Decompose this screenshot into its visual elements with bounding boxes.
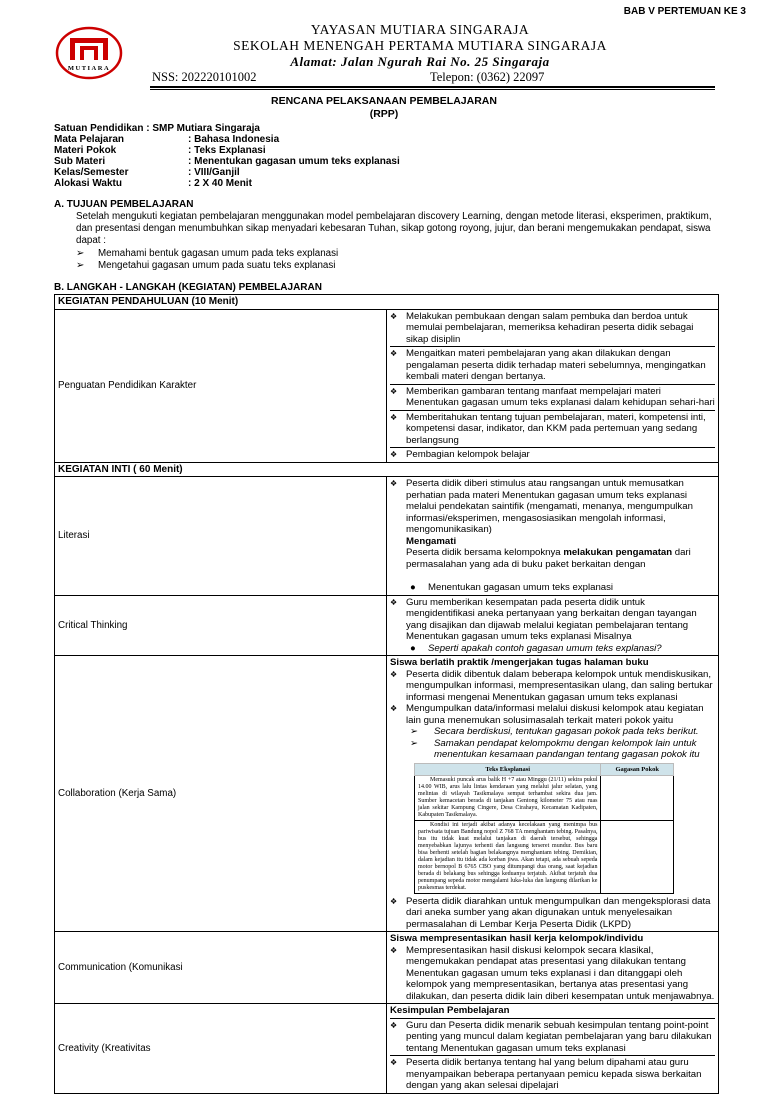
- school-logo: [54, 26, 124, 84]
- penguatan-label: Penguatan Pendidikan Karakter: [55, 309, 387, 462]
- critical-cell: [387, 595, 719, 656]
- identity-label: Sub Materi: [54, 156, 106, 167]
- literasi-cell: [387, 477, 719, 596]
- inner-paragraph: Memasuki puncak arus balik H +7 atau Minggu (21/11) sekira pukul 14.00 WIB, arus lalu lintas kendaraan yang melalui jalur selatan, yang melintas di wilayah Tasikmalaya sempat terhambat sekira dua jam. Sumber kemacetan berada di tanjakan Gentong kilometer 75 atau ruas jalan sekitar Kampung Cingere, Desa Cirahayu, Kecamatan Kadipaten, Kabupaten Tasikmalaya.: [415, 775, 601, 820]
- school-nss: NSS: 202220101002: [152, 70, 257, 84]
- list-item: ❖ Pembagian kelompok belajar: [390, 449, 530, 460]
- communication-title: Siswa mempresentasikan hasil kerja kelompok/individu: [390, 933, 644, 944]
- list-item: ❖ Mempresentasikan hasil diskusi kelompok secara klasikal, mengemukakan pendapat atas presentasi yang dilakukan tentang Menentukan gagasan umum teks explanasi i dan ditanggapi oleh kelompok yang mempresentasikan, bertanya atas presentasi yang dilakukan, dan peserta didik lain diberi kesempatan untuk menjawabnya.: [390, 944, 715, 1002]
- list-item: ➢ Secara berdiskusi, tentukan gagasan pokok pada teks berikut.: [410, 726, 699, 737]
- collab-cell: [387, 656, 719, 932]
- list-item: ❖ Memberikan gambaran tentang manfaat mempelajari materi Menentukan gagasan umum teks explanasi dalam kehidupan sehari-hari: [390, 385, 715, 411]
- critical-label: Critical Thinking: [55, 595, 387, 656]
- foundation-name: YAYASAN MUTIARA SINGARAJA: [310, 22, 530, 37]
- header-rule: [150, 86, 715, 88]
- identity-label: Kelas/Semester: [54, 167, 129, 178]
- list-item: ❖ Mengumpulkan data/informasi melalui diskusi kelompok atau kegiatan lain guna menemukan solusimasalah terkait materi pokok yaitu: [390, 703, 704, 726]
- identity-value: : 2 X 40 Menit: [188, 178, 252, 189]
- section-a-item: ➢ Memahami bentuk gagasan umum pada teks explanasi: [76, 248, 339, 259]
- list-item: ❖ Melakukan pembukaan dengan salam pembuka dan berdoa untuk memulai pembelajaran, memeriksa kehadiran peserta didik sebagai sikap disiplin: [390, 310, 715, 348]
- list-item: ❖ Peserta didik bertanya tentang hal yang belum dipahami atau guru menyampaikan beberapa pertanyaan pemicu kepada siswa berkaitan dengan yang akan selesai dipelajari: [390, 1057, 702, 1091]
- identity-label: Materi Pokok: [54, 145, 117, 156]
- school-name: SEKOLAH MENENGAH PERTAMA MUTIARA SINGARAJA: [233, 38, 607, 53]
- identity-value: : Teks Explanasi: [188, 145, 266, 156]
- svg-text:MUTIARA: MUTIARA: [67, 65, 111, 72]
- collab-title: Siswa berlatih praktik /mengerjakan tugas halaman buku: [390, 657, 649, 668]
- identity-value: : Menentukan gagasan umum teks explanasi: [188, 156, 400, 167]
- section-a-title: A. TUJUAN PEMBELAJARAN: [54, 199, 194, 210]
- list-item: ❖ Mengaitkan materi pembelajaran yang akan dilakukan dengan pengalaman peserta didik terhadap materi sebelumnya, mengingatkan kembali materi dengan bertanya.: [390, 347, 715, 385]
- inner-empty-cell: [601, 775, 674, 820]
- list-item: ❖ Peserta didik diberi stimulus atau rangsangan untuk memusatkan perhatian pada materi Menentukan gagasan umum teks explanasi melalui pendekatan saintifik (mengamati, menanya, mengumpulkan informasi/eksperimen, mengasosiasikan mengolah informasi, mengomunikasikan): [390, 478, 693, 535]
- section-a-item: ➢ Mengetahui gagasan umum pada suatu teks explanasi: [76, 260, 336, 271]
- identity-label: Mata Pelajaran: [54, 134, 125, 145]
- section-b-title: B. LANGKAH - LANGKAH (KEGIATAN) PEMBELAJARAN: [54, 282, 322, 293]
- activities-table: [54, 294, 719, 1094]
- identity-label: Alokasi Waktu: [54, 178, 122, 189]
- communication-label: Communication (Komunikasi: [55, 932, 387, 1004]
- identity-satuan: Satuan Pendidikan : SMP Mutiara Singaraja: [54, 123, 260, 134]
- creativity-title: Kesimpulan Pembelajaran: [390, 1004, 715, 1019]
- list-item: ● Seperti apakah contoh gagasan umum teks explanasi?: [410, 642, 662, 654]
- pendahuluan-cell: [387, 309, 719, 462]
- list-item: ➢ Samakan pendapat kelompokmu dengan kelompok lain untuk menentukan kesamaan pandangan tentang gagasan pokok itu: [410, 737, 700, 760]
- pendahuluan-header: KEGIATAN PENDAHULUAN (10 Menit): [55, 295, 719, 310]
- section-a-intro: Setelah mengukuti kegiatan pembelajaran menggunakan model pembelajaran discovery Learning, dengan metode literasi, eksperimen, praktikum, dan presentasi dengan menumbuhkan sikap menyadari kebesaran Tuhan, sikap gotong royong, jujur, dan berani mengemukakan pendapat, siswa dapat :: [76, 211, 712, 246]
- identity-value: : VIII/Ganjil: [188, 167, 240, 178]
- list-item: ❖ Guru memberikan kesempatan pada peserta didik untuk mengidentifikasi aneka pertanyaan yang berkaitan dengan tayangan yang disajikan dan dijawab melalui kegiatan pembelajaran tentang Menentukan gagasan umum teks explanasi Misalnya: [390, 596, 697, 642]
- school-address: Alamat: Jalan Ngurah Rai No. 25 Singaraja: [290, 54, 550, 69]
- header-rule-thin: [150, 89, 715, 90]
- communication-cell: [387, 932, 719, 1004]
- list-item: ❖ Guru dan Peserta didik menarik sebuah kesimpulan tentang point-point penting yang muncul dalam kegiatan pembelajaran yang baru dilakukan tentang Menentukan gagasan umum teks explanasi: [390, 1019, 715, 1057]
- literasi-label: Literasi: [55, 477, 387, 596]
- inner-paragraph: Kondisi ini terjadi akibat adanya kecelakaan yang menimpa bus pariwisata tujuan Bandung nopol Z 768 TA menghantam tebing. Pasalnya, bus itu tidak kuat melalui tanjakan di daerah tersebut, sehingga menyebabkan lajunya terhenti dan langsung terseret mundur. Bus baru bisa berhenti setelah bagian belakangnya menghantam tebing. Demikian, dalam kejadian itu tidak ada korban jiwa. Akan tetapi, ada sebuah sepeda motor bernopol B 6765 CBO yang ditumpangi dua orang, saat kejadian berada di belakang bus sehingga keduanya terjatuh. Akibat terjatuh dua penumpang sepeda motor mengalami luka-luka dan langsung dilarikan ke puskesmas terdekat.: [415, 820, 601, 893]
- document-subtitle: (RPP): [369, 108, 399, 120]
- mengamati-text: Peserta didik bersama kelompoknya melakukan pengamatan dari permasalahan yang ada di buku paket berkaitan dengan: [406, 547, 691, 570]
- document-title: RENCANA PELAKSANAAN PEMBELAJARAN: [271, 95, 497, 107]
- inner-col-header: Gagasan Pokok: [601, 763, 674, 775]
- creativity-label: Creativity (Kreativitas: [55, 1004, 387, 1094]
- example-text-table: [414, 763, 674, 894]
- list-item: ● Menentukan gagasan umum teks explanasi: [410, 582, 614, 593]
- list-item: ❖ Memberitahukan tentang tujuan pembelajaran, materi, kompetensi inti, kompetensi dasar, indikator, dan KKM pada pertemuan yang sedang berlangsung: [390, 411, 715, 449]
- identity-value: : Bahasa Indonesia: [188, 134, 280, 145]
- inner-col-header: Teks Eksplanasi: [415, 763, 601, 775]
- list-item: ❖ Peserta didik dibentuk dalam beberapa kelompok untuk mendiskusikan, mengumpulkan informasi, mempresentasikan ulang, dan saling bertukar informasi mengenai Menentukan gagasan umum teks explanasi: [390, 668, 713, 703]
- creativity-cell: [387, 1004, 719, 1094]
- inner-empty-cell: [601, 820, 674, 893]
- mengamati-title: Mengamati: [406, 535, 457, 547]
- collab-label: Collaboration (Kerja Sama): [55, 656, 387, 932]
- school-phone: Telepon: (0362) 22097: [430, 70, 545, 84]
- list-item: ❖ Peserta didik diarahkan untuk mengumpulkan dan mengeksplorasi data dari aneka sumber yang akan digunakan untuk menyelesaikan permasalahan di Lembar Kerja Peserta Didik (LKPD): [390, 895, 711, 930]
- chapter-label: BAB V PERTEMUAN KE 3: [623, 6, 746, 17]
- inti-header: KEGIATAN INTI ( 60 Menit): [55, 462, 719, 477]
